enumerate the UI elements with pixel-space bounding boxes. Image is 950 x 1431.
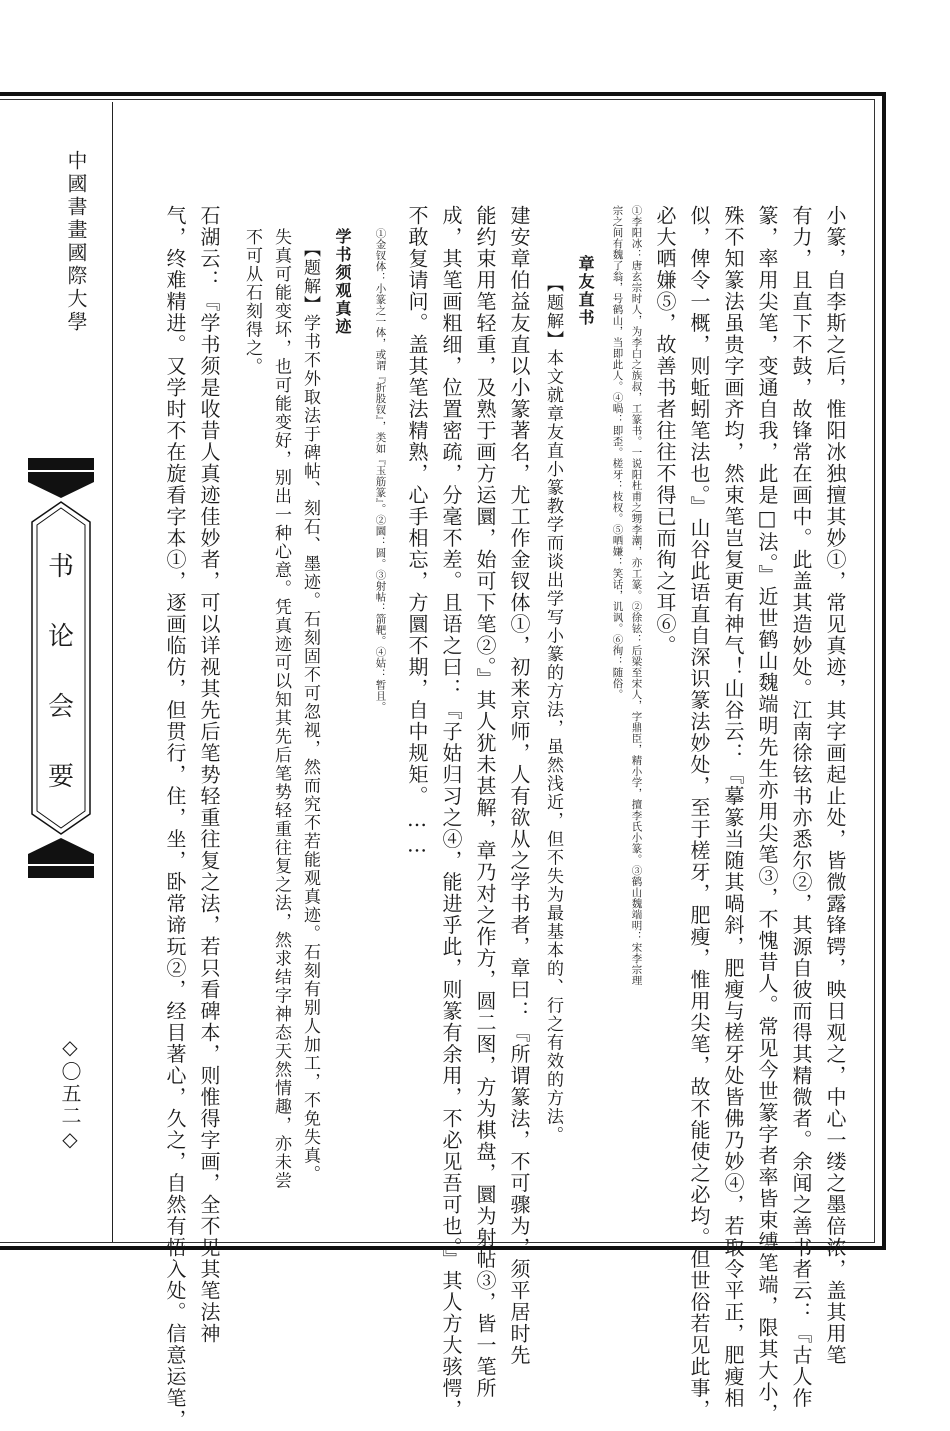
text-column: 篆，率用尖笔，变通自我，此是□法。』近世鹤山魏端明先生亦用尖笔③，不愧昔人。常见今世篆字者率皆束缚笔端，限其大小， <box>755 205 779 1425</box>
text-column: 气，终难精进。又学时不在旋看字本①，逐画临仿，但贯行，住，坐，卧常谛玩②，经目著心，久之，自然有悟入处。信意运笔， <box>163 205 187 1431</box>
page-number: ◇〇五二◇ <box>58 1035 82 1153</box>
text-column: 似，俾令一概，则蚯蚓笔法也。』山谷此语直自深识篆法妙处，至于槎牙，肥瘦，惟用尖笔，故不能使之必均。但世俗若见此事， <box>687 205 711 1421</box>
title-char-2: 论 <box>47 622 74 652</box>
title-plate-ornament <box>28 458 94 878</box>
text-column: 必大哂嫌⑤，故善书者往往不得已而徇之耳⑥。 <box>653 205 677 657</box>
text-column: 建安章伯益友直以小篆著名，尤工作金钗体①，初来京师，人有欲从之学书者，章曰：『所谓篆法，不可骤为，须平居时先 <box>507 205 531 1366</box>
title-char-1: 书 <box>47 552 74 582</box>
sidebar-divider <box>112 102 113 1242</box>
text-column: 成，其笔画粗细，位置密疏，分毫不差。且语之曰：『子姑归习之④，能进乎此，则篆有余用，不必见吾可也。』其人方大骇愕， <box>439 205 463 1421</box>
explanation-column: 【题解】学书不外取法于碑帖、刻石、墨迹。石刻固不可忽视，然而究不若能观真迹。石刻有别人加工，不免失真。 <box>300 240 320 1184</box>
text-column: 石湖云：『学书须是收昔人真迹佳妙者，可以详视其先后笔势轻重往复之法，若只看碑本，则惟得字画，全不见其笔法神 <box>197 205 221 1345</box>
explanation-column: 不可从石刻得之。 <box>242 228 262 376</box>
explanation-column: 失真可能变坏，也可能变好，别出一种心意。凭真迹可以知其先后笔势轻重往复之法，然求结字神态天然情趣，亦未尝 <box>271 228 291 1190</box>
text-column: 有力，且直下不鼓，故锋常在画中。此盖其造妙处。江南徐铉书亦悉尔②，其源自彼而得其精微者。余闻之善书者云：『古人作 <box>789 205 813 1409</box>
footnote-column: ①李阳冰：唐玄宗时人，为李白之族叔，工篆书。一说阳杜甫之甥李潮，亦工篆。②徐铉：后梁至宋人，字鼎臣，精小学，擅李氏小篆。③鹤山魏端明：宋李宗理 <box>630 205 643 986</box>
explanation-column: 【题解】本文就章友直小篆教学而谈出学写小篆的方法，虽然浅近，但不失为最基本的、行之有效的方法。 <box>543 275 563 1145</box>
text-column: 殊不知篆法虽贵字画齐均，然束笔岂复更有神气！山谷云：『摹篆当随其喎斜，肥瘦与槎牙处皆佛乃妙④，若取令平正，肥瘦相 <box>721 205 745 1409</box>
title-char-3: 会 <box>47 692 74 722</box>
university-name: 中國書畫國際大學 <box>64 150 88 334</box>
text-column: 小篆，自李斯之后，惟阳冰独擅其妙①，常见真迹，其字画起止处，皆微露锋锷，映日观之，中心一缕之墨倍浓，盖其用笔 <box>823 205 847 1366</box>
title-char-4: 要 <box>47 762 74 792</box>
footnote-column: 宗之间有魏了翁，号鹤山，当即此人。④喎：即歪。槎牙：枝杈。⑤哂嫌：笑话，讥讽。⑥徇：随俗。 <box>611 205 624 700</box>
footnote-column: ①金钗体：小篆之一体，或谓『折股钗』，类如『玉筋篆』。②圜：圆。③射帖：箭靶。④姑：暂且。 <box>374 228 387 713</box>
section-heading: 章友直书 <box>576 255 595 327</box>
text-column: 不敢复请问。盖其笔法精熟，心手相忘，方圜不期，自中规矩。…… <box>405 205 429 858</box>
book-title-plate <box>28 458 94 878</box>
text-column: 能约束用笔轻重，及熟于画方运圜，始可下笔②。』其人犹未甚解，章乃对之作方，圆二图，方为棋盘，圜为射帖③，皆一笔所 <box>473 205 497 1399</box>
section-heading: 学书须观真迹 <box>333 228 352 336</box>
